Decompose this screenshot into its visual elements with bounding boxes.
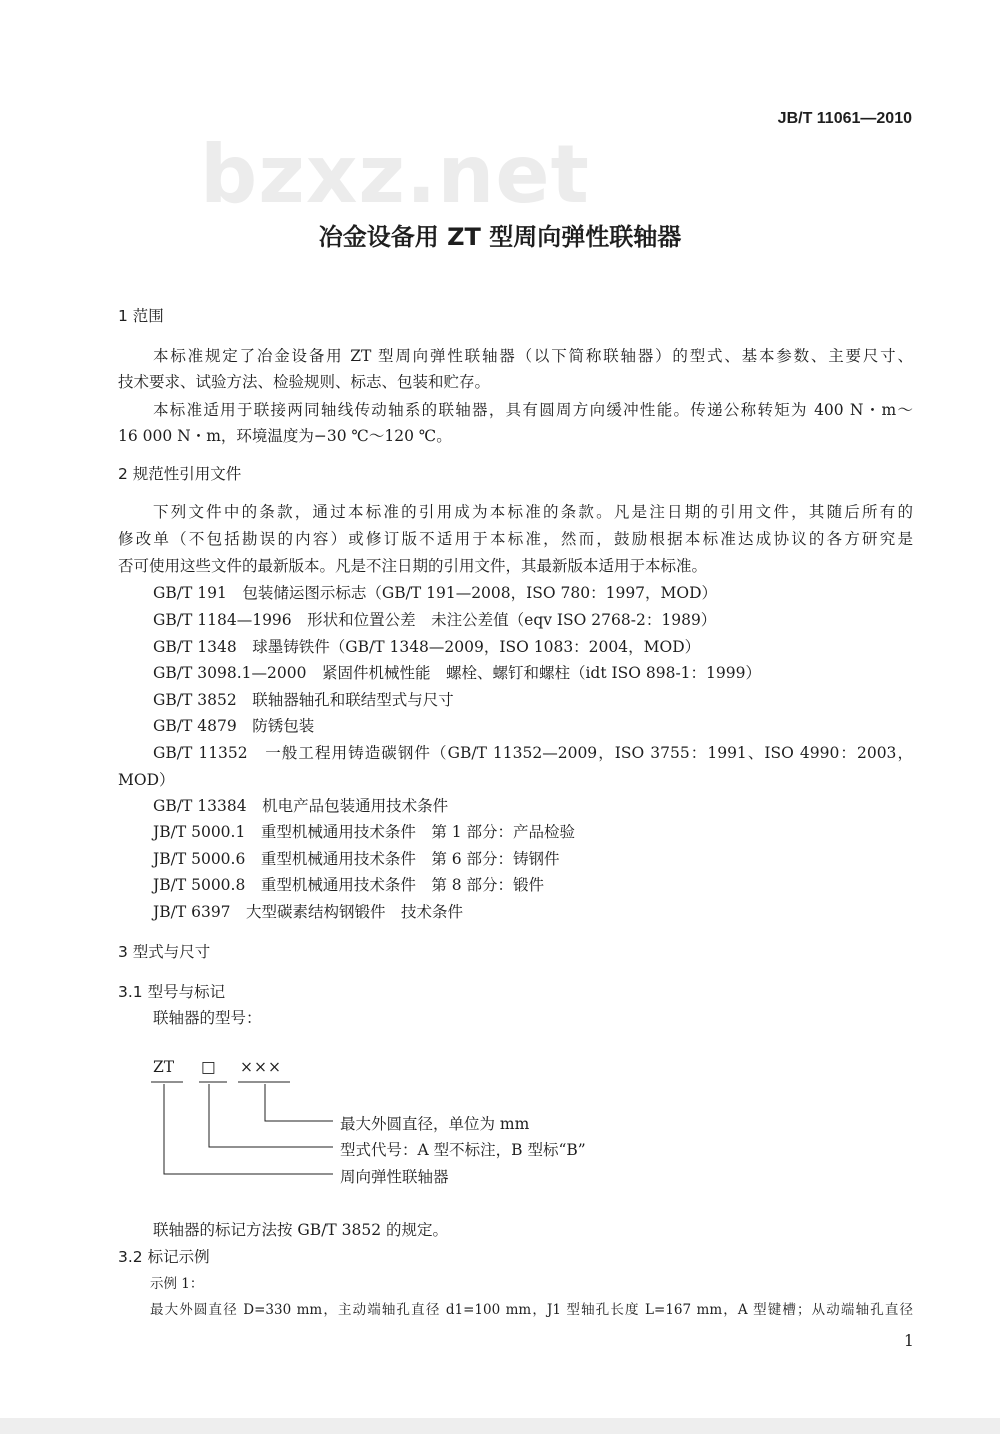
section-1-para2-line2: 16 000 N・m，环境温度为−30 ℃～120 ℃。 <box>118 427 452 445</box>
reference-item: GB/T 1348 球墨铸铁件（GB/T 1348—2009，ISO 1083：2004，MOD） <box>153 638 701 656</box>
section-1-heading: 1 范围 <box>118 307 164 325</box>
section-3-2-heading: 3.2 标记示例 <box>118 1248 210 1266</box>
standard-number: JB/T 11061—2010 <box>777 110 912 127</box>
section-2-intro-line3: 否可使用这些文件的最新版本。凡是不注日期的引用文件，其最新版本适用于本标准。 <box>118 557 708 575</box>
model-label: 联轴器的型号： <box>153 1009 262 1027</box>
section-1-para2-line1: 本标准适用于联接两同轴线传动轴系的联轴器，具有圆周方向缓冲性能。传递公称转矩为 400 N・m～ <box>153 401 913 419</box>
page-bottom-edge <box>0 1418 1000 1434</box>
section-2-intro-line1: 下列文件中的条款，通过本标准的引用成为本标准的条款。凡是注日期的引用文件，其随后所有的 <box>153 503 913 521</box>
reference-item: JB/T 5000.6 重型机械通用技术条件 第 6 部分：铸钢件 <box>153 850 560 868</box>
reference-item: GB/T 191 包装储运图示标志（GB/T 191—2008，ISO 780：1997，MOD） <box>153 584 718 602</box>
section-1-para1-line1: 本标准规定了冶金设备用 ZT 型周向弹性联轴器（以下简称联轴器）的型式、基本参数、主要尺寸、 <box>153 347 913 365</box>
reference-item: GB/T 3098.1—2000 紧固件机械性能 螺栓、螺钉和螺柱（idt ISO 898-1：1999） <box>153 664 761 682</box>
reference-item: GB/T 3852 联轴器轴孔和联结型式与尺寸 <box>153 691 454 709</box>
section-3-1-heading: 3.1 型号与标记 <box>118 983 226 1001</box>
example-label: 示例 1： <box>150 1276 204 1292</box>
legend-type-code: 型式代号：A 型不标注，B 型标“B” <box>340 1141 586 1159</box>
section-2-heading: 2 规范性引用文件 <box>118 465 242 483</box>
example-text: 最大外圆直径 D=330 mm，主动端轴孔直径 d1=100 mm，J1 型轴孔长度 L=167 mm，A 型键槽；从动端轴孔直径 <box>150 1302 913 1318</box>
reference-item-continuation: MOD） <box>118 771 175 789</box>
reference-item: JB/T 6397 大型碳素结构钢锻件 技术条件 <box>153 903 464 921</box>
reference-item: JB/T 5000.1 重型机械通用技术条件 第 1 部分：产品检验 <box>153 823 576 841</box>
legend-diameter: 最大外圆直径，单位为 mm <box>340 1115 530 1133</box>
document-title: 冶金设备用 ZT 型周向弹性联轴器 <box>318 223 682 251</box>
reference-item: GB/T 13384 机电产品包装通用技术条件 <box>153 797 449 815</box>
reference-item: JB/T 5000.8 重型机械通用技术条件 第 8 部分：锻件 <box>153 876 545 894</box>
page-number: 1 <box>904 1332 914 1350</box>
watermark: bzxz.net <box>200 128 590 221</box>
reference-item: GB/T 1184—1996 形状和位置公差 未注公差值（eqv ISO 2768-2：1989） <box>153 611 717 629</box>
marking-note: 联轴器的标记方法按 GB/T 3852 的规定。 <box>153 1221 449 1239</box>
code-diameter-placeholder: ××× <box>240 1058 282 1076</box>
section-2-intro-line2: 修改单（不包括勘误的内容）或修订版不适用于本标准，然而，鼓励根据本标准达成协议的各方研究是 <box>118 530 913 548</box>
code-zt: ZT <box>153 1058 175 1076</box>
section-3-heading: 3 型式与尺寸 <box>118 943 211 961</box>
legend-coupling-name: 周向弹性联轴器 <box>340 1168 449 1186</box>
reference-item: GB/T 11352 一般工程用铸造碳钢件（GB/T 11352—2009，ISO 3755：1991、ISO 4990：2003， <box>153 744 913 762</box>
reference-item: GB/T 4879 防锈包装 <box>153 717 315 735</box>
section-1-para1-line2: 技术要求、试验方法、检验规则、标志、包装和贮存。 <box>118 373 491 391</box>
code-type-box: □ <box>201 1058 216 1076</box>
